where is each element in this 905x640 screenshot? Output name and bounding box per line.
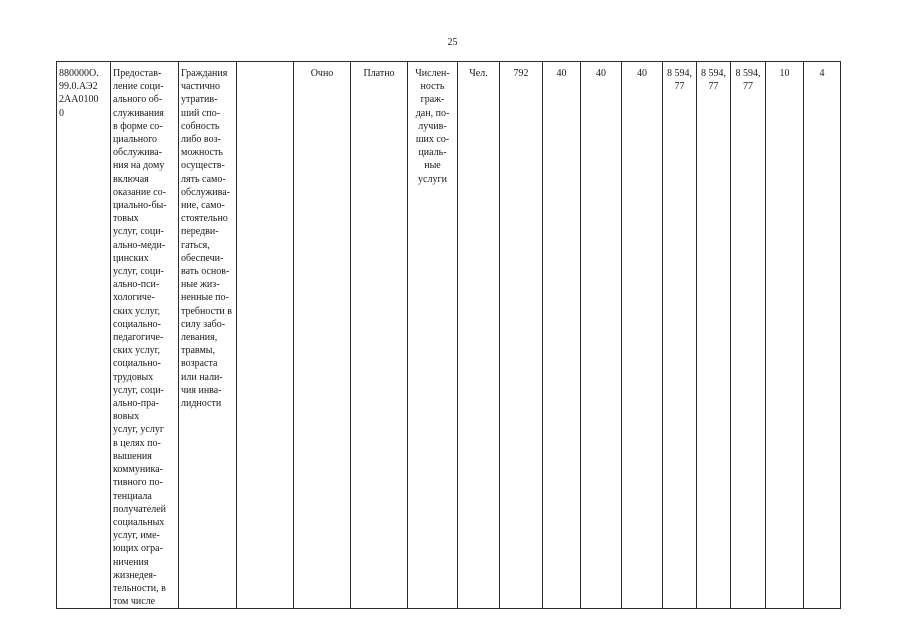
deviation-percent-cell: 10: [779, 68, 790, 79]
okei-code-cell: 792: [513, 68, 529, 79]
table-row: [57, 62, 841, 609]
form-cell: Очно: [310, 68, 334, 79]
price-cell-3: 8 594, 77: [735, 68, 761, 93]
value-cell-2: 40: [596, 68, 606, 79]
page-number: 25: [447, 37, 458, 48]
recipient-category-cell: Граждания частично утратив- ший спо- собность либо воз- можность осуществ- лять само- обслужива- ние, само- стоятельно передви- гаться, обеспечи- вать основ- ные жиз- ненные по- требности в силу забо- левания, травмы, возраста или нали- чия инва- лидности: [181, 68, 233, 410]
price-cell-1: 8 594, 77: [667, 68, 692, 93]
deviation-abs-cell: 4: [819, 68, 825, 79]
indicator-cell: Числен- ность граж- дан, по- лучив- ших со- циаль- ные услуги: [415, 68, 450, 185]
value-cell-1: 40: [556, 68, 567, 79]
registry-code-cell: 880000О. 99.0.АЭ2 2АА0100 0: [59, 68, 99, 119]
value-cell-3: 40: [637, 68, 647, 79]
payment-cell: Платно: [363, 68, 395, 79]
service-table: [56, 61, 841, 609]
price-cell-2: 8 594, 77: [701, 68, 726, 93]
service-content-cell: Предостав- ление соци- ального об- служивания в форме со- циального обслужива- ния на дому включая оказание со- циально-бы- товых услуг, соци- ально-меди- цинских услуг, соци- ально-пси- хологиче- ских услуг, социально- педагогиче- ских услуг, социально- трудовых услуг, соци- ально-пра- вовых услуг, услуг в целях по- вышения коммуника- тивного по- тенциала получателей социальных услуг, име- ющих огра- ничения жизнедея- тельности, в том числе: [113, 68, 167, 608]
unit-cell: Чел.: [469, 68, 488, 79]
